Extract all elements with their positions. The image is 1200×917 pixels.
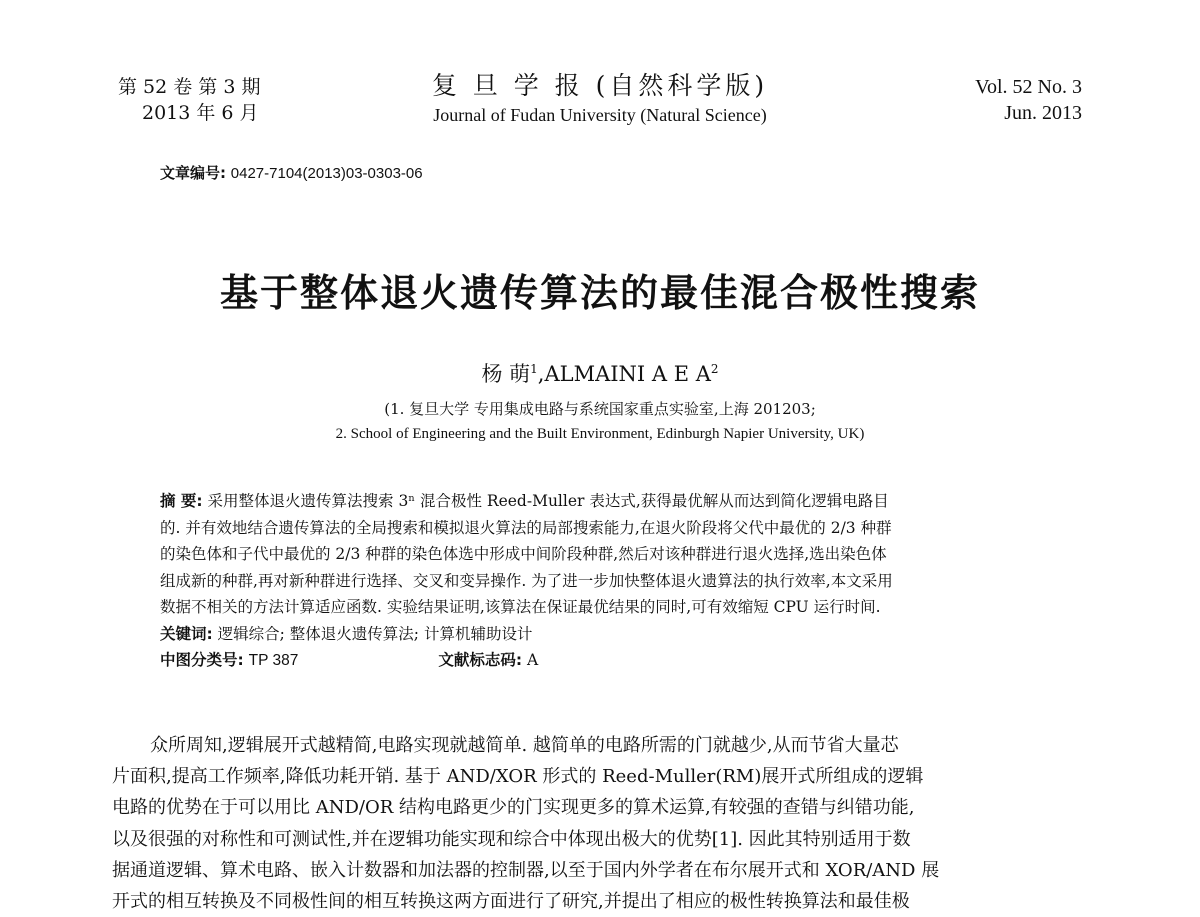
abstract-block [160,488,1050,675]
header-right [975,74,1082,126]
doc-code-value: A [526,651,539,669]
body-text [112,730,1092,917]
paper-title: 基于整体退火遗传算法的最佳混合极性搜索 [219,271,980,315]
body-line: 电路的优势在于可以用比 AND/OR 结构电路更少的门实现更多的算术运算,有较强的查错与纠错功能, [112,797,915,819]
abstract-line [160,488,1050,515]
volume-issue-en: Vol. 52 No. 3 [975,76,1082,98]
abstract-label: 摘 要: [160,492,203,510]
clc-value: TP 387 [248,652,299,669]
keywords-value: 逻辑综合; 整体退火遗传算法; 计算机辅助设计 [217,624,533,643]
authors [0,358,1200,388]
author-1-affil-mark: 1 [530,362,538,376]
volume-issue-cn: 第 52 卷 第 3 期 [118,76,261,98]
author-2: ,ALMAINI A E A [537,362,711,386]
date-cn: 2013 年 6 月 [142,102,259,124]
article-number-label: 文章编号: [160,164,226,182]
body-line: 据通道逻辑、算术电路、嵌入计数器和加法器的控制器,以至于国内外学者在布尔展开式和 XOR/AND 展 [112,859,940,881]
journal-name-en: Journal of Fudan University (Natural Science) [433,105,767,125]
body-line: 开式的相互转换及不同极性间的相互转换这两方面进行了研究,并提出了相应的极性转换算法和最佳极 [112,891,910,913]
author-2-affil-mark: 2 [710,362,719,376]
abstract-text: 采用整体退火遗传算法搜索 3ⁿ 混合极性 Reed-Muller 表达式,获得最优解从而达到简化逻辑电路目 [207,492,889,510]
abstract-line: 的染色体和子代中最优的 2/3 种群的染色体选中形成中间阶段种群,然后对该种群进行退火选择,选出染色体 [160,545,887,563]
affiliation-1: (1. 复旦大学 专用集成电路与系统国家重点实验室,上海 201203; [384,400,816,418]
body-line: 片面积,提高工作频率,降低功耗开销. 基于 AND/XOR 形式的 Reed-Muller(RM)展开式所组成的逻辑 [112,766,924,788]
classification-row [160,647,1050,675]
article-number-value: 0427-7104(2013)03-0303-06 [230,165,423,182]
body-line: 以及很强的对称性和可测试性,并在逻辑功能实现和综合中体现出极大的优势[1]. 因此其特别适用于数 [112,828,911,850]
date-en: Jun. 2013 [1004,102,1082,124]
affiliation-2: 2. School of Engineering and the Built Environment, Edinburgh Napier University, UK) [335,426,865,442]
journal-name-cn: 复 旦 学 报 (自然科学版) [431,71,769,100]
abstract-line: 的. 并有效地结合遗传算法的全局搜索和模拟退火算法的局部搜索能力,在退火阶段将父代中最优的 2/3 种群 [160,518,892,537]
author-1: 杨 萌 [481,362,531,386]
clc-label: 中图分类号: [160,651,244,669]
body-line: 众所周知,逻辑展开式越精简,电路实现就越简单. 越简单的电路所需的门就越少,从而节省大量芯 [150,735,899,756]
doc-code-label: 文献标志码: [438,651,523,669]
abstract-line: 数据不相关的方法计算适应函数. 实验结果证明,该算法在保证最优结果的同时,可有效缩短 CPU 运行时间. [160,598,881,616]
keywords [160,621,1050,648]
abstract-line: 组成新的种群,再对新种群进行选择、交叉和变异操作. 为了进一步加快整体退火遗算法的执行效率,本文采用 [160,571,893,590]
keywords-label: 关键词: [160,624,213,643]
article-number [160,162,423,183]
